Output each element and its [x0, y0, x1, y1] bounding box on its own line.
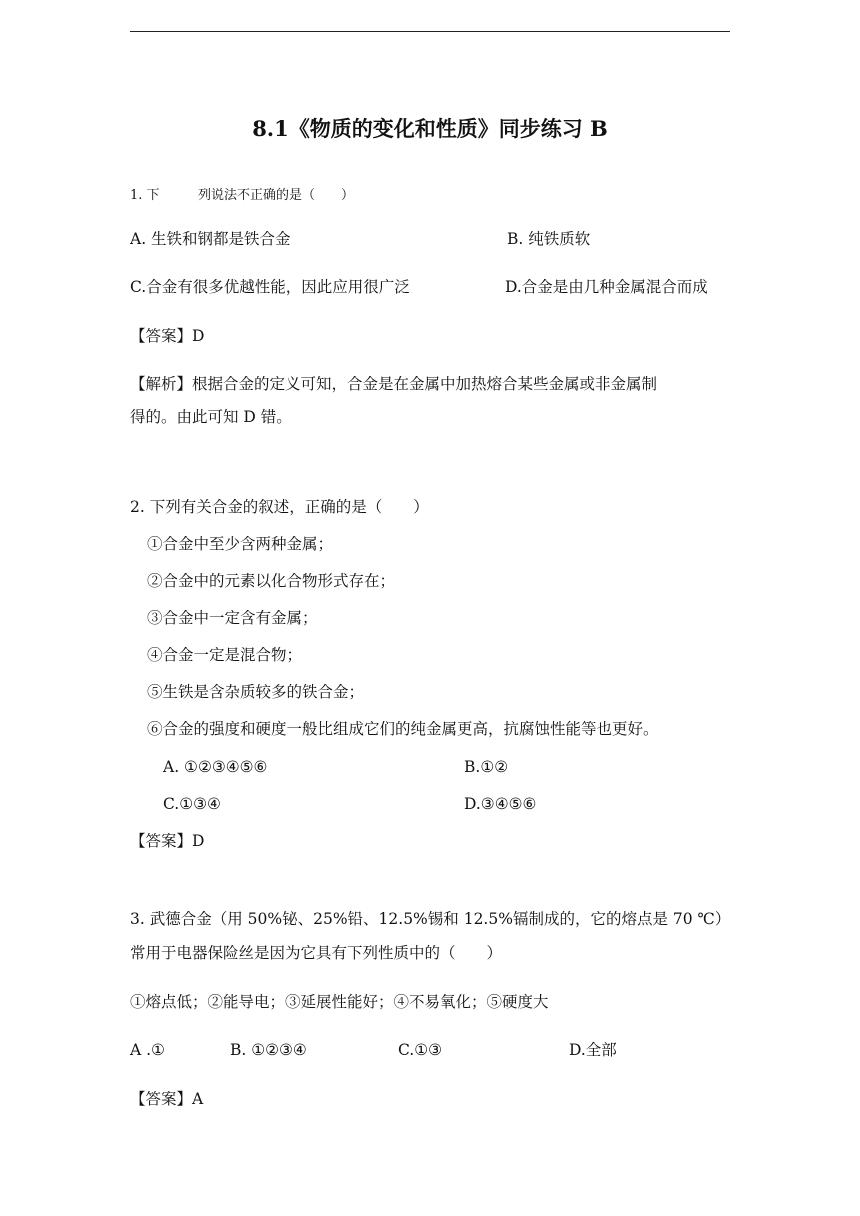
q2-statement: ⑤生铁是含杂质较多的铁合金； [147, 683, 365, 701]
q2-statement: ③合金中一定含有金属； [147, 609, 318, 627]
q2-option-a: A. ①②③④⑤⑥ [163, 758, 268, 776]
q2-statement: ④合金一定是混合物； [147, 646, 303, 664]
q1-number: 1. 下 [130, 188, 160, 203]
q1-option-c: C.合金有很多优越性能，因此应用很广泛 [130, 278, 410, 296]
q2-statement: ①合金中至少含两种金属； [147, 535, 334, 553]
q2-stem: 2. 下列有关合金的叙述，正确的是（ ） [130, 498, 429, 516]
q2-option-d: D.③④⑤⑥ [464, 795, 537, 813]
page-title: 8.1《物质的变化和性质》同步练习 B [252, 116, 608, 141]
q2-answer: 【答案】D [130, 832, 205, 850]
q3-stem-line1: 3. 武德合金（用 50%铋、25%铅、12.5%锡和 12.5%镉制成的，它的熔点是 70 ℃） [130, 910, 731, 928]
q2-statement: ②合金中的元素以化合物形式存在； [147, 572, 396, 590]
q3-stem-line2: 常用于电器保险丝是因为它具有下列性质中的（ ） [130, 944, 503, 962]
q2-option-b: B.①② [464, 758, 509, 776]
q3-answer: 【答案】A [130, 1090, 204, 1108]
q3-option-d: D.全部 [569, 1041, 617, 1059]
q3-option-b: B. ①②③④ [230, 1041, 307, 1059]
q3-properties: ①熔点低；②能导电；③延展性能好；④不易氧化；⑤硬度大 [130, 993, 549, 1011]
q2-option-c: C.①③④ [163, 795, 221, 813]
q3-option-a: A .① [130, 1041, 165, 1059]
q1-option-b: B. 纯铁质软 [507, 230, 591, 248]
q1-answer: 【答案】D [130, 327, 205, 345]
q1-stem: 列说法不正确的是（ ） [198, 188, 355, 203]
header-rule [130, 31, 730, 32]
q1-option-a: A. 生铁和钢都是铁合金 [130, 230, 291, 248]
q3-option-c: C.①③ [398, 1041, 443, 1059]
q1-analysis-line2: 得的。由此可知 D 错。 [130, 408, 292, 426]
q1-analysis-line1: 【解析】根据合金的定义可知，合金是在金属中加热熔合某些金属或非金属制 [130, 375, 658, 393]
q1-option-d: D.合金是由几种金属混合而成 [505, 278, 708, 296]
q2-statement: ⑥合金的强度和硬度一般比组成它们的纯金属更高，抗腐蚀性能等也更好。 [147, 720, 659, 738]
